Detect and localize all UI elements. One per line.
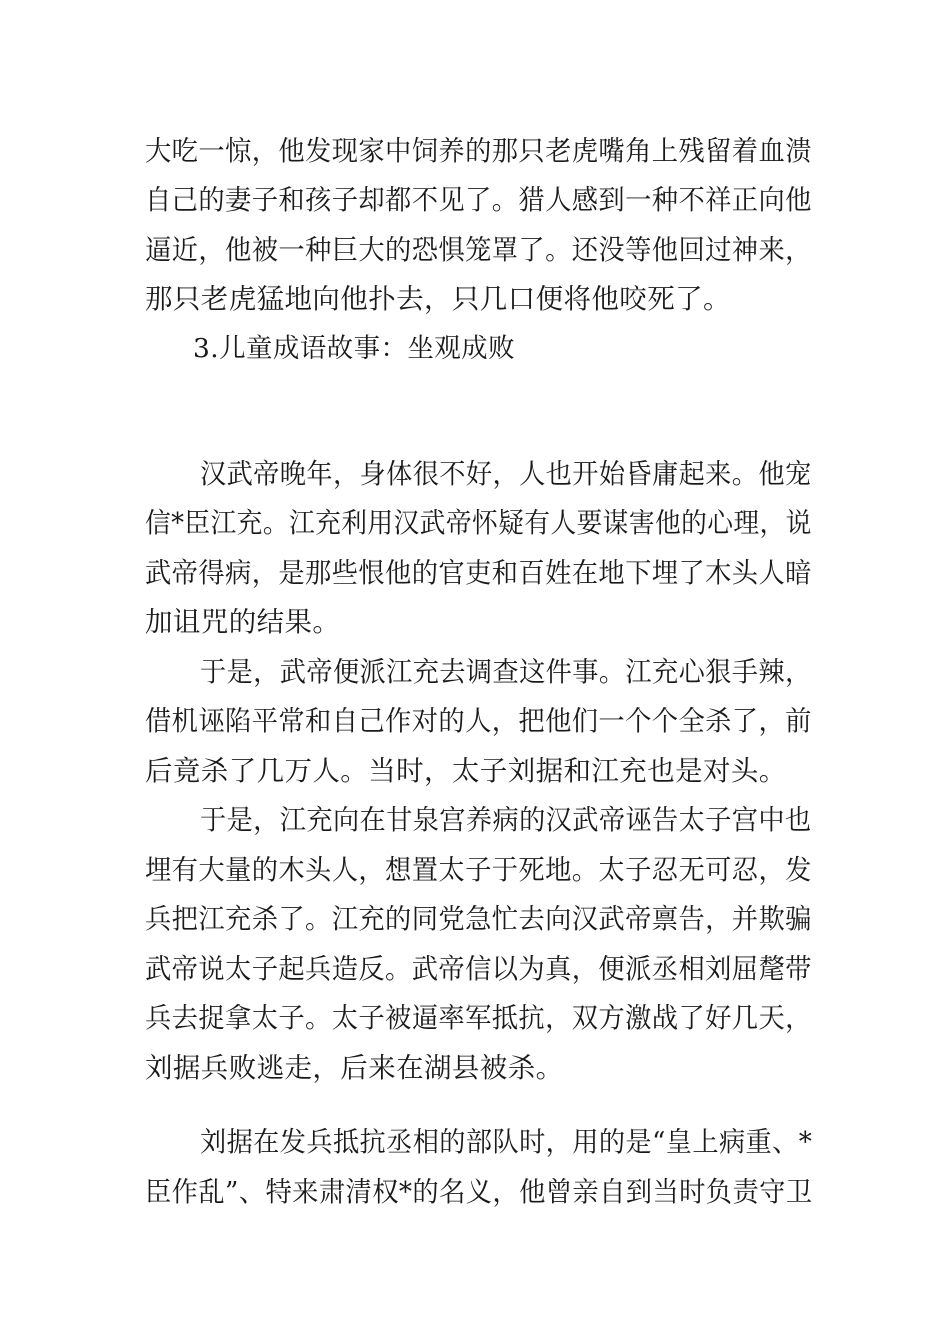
text-line: 大吃一惊，他发现家中饲养的那只老虎嘴角上残留着血溃 [145, 135, 812, 167]
text-line: 后竟杀了几万人。当时，太子刘据和江充也是对头。 [145, 755, 787, 787]
text-line: 于是，江充向在甘泉宫养病的汉武帝诬告太子宫中也 [200, 804, 812, 836]
text-line: 于是，武帝便派江充去调查这件事。江充心狠手辣， [200, 656, 812, 688]
text-line: 借机诬陷平常和自己作对的人，把他们一个个全杀了，前 [145, 705, 812, 737]
text-line: 埋有大量的木头人，想置太子于死地。太子忍无可忍，发 [145, 854, 812, 886]
section-heading: 3.儿童成语故事：坐观成败 [193, 333, 515, 364]
text-line: 信*臣江充。江充利用汉武帝怀疑有人要谋害他的心理，说 [145, 507, 812, 539]
text-line: 武帝说太子起兵造反。武帝信以为真，便派丞相刘屈氂带 [145, 953, 812, 985]
text-line: 逼近，他被一种巨大的恐惧笼罩了。还没等他回过神来， [145, 234, 812, 266]
text-line: 汉武帝晚年，身体很不好，人也开始昏庸起来。他宠 [200, 458, 812, 490]
text-line: 刘据在发兵抵抗丞相的部队时，用的是“皇上病重、* [200, 1126, 813, 1158]
text-line: 兵把江充杀了。江充的同党急忙去向汉武帝禀告，并欺骗 [145, 903, 812, 935]
text-line: 武帝得病，是那些恨他的官吏和百姓在地下埋了木头人暗 [145, 557, 812, 589]
text-line: 兵去捉拿太子。太子被逼率军抵抗，双方激战了好几天， [145, 1002, 812, 1034]
text-line: 臣作乱”、特来肃清权*的名义，他曾亲自到当时负责守卫 [145, 1176, 813, 1208]
text-line: 自己的妻子和孩子却都不见了。猎人感到一种不祥正向他 [145, 184, 812, 216]
text-line: 加诅咒的结果。 [145, 606, 341, 638]
text-line: 那只老虎猛地向他扑去，只几口便将他咬死了。 [145, 283, 731, 315]
text-line: 刘据兵败逃走，后来在湖县被杀。 [145, 1052, 564, 1084]
